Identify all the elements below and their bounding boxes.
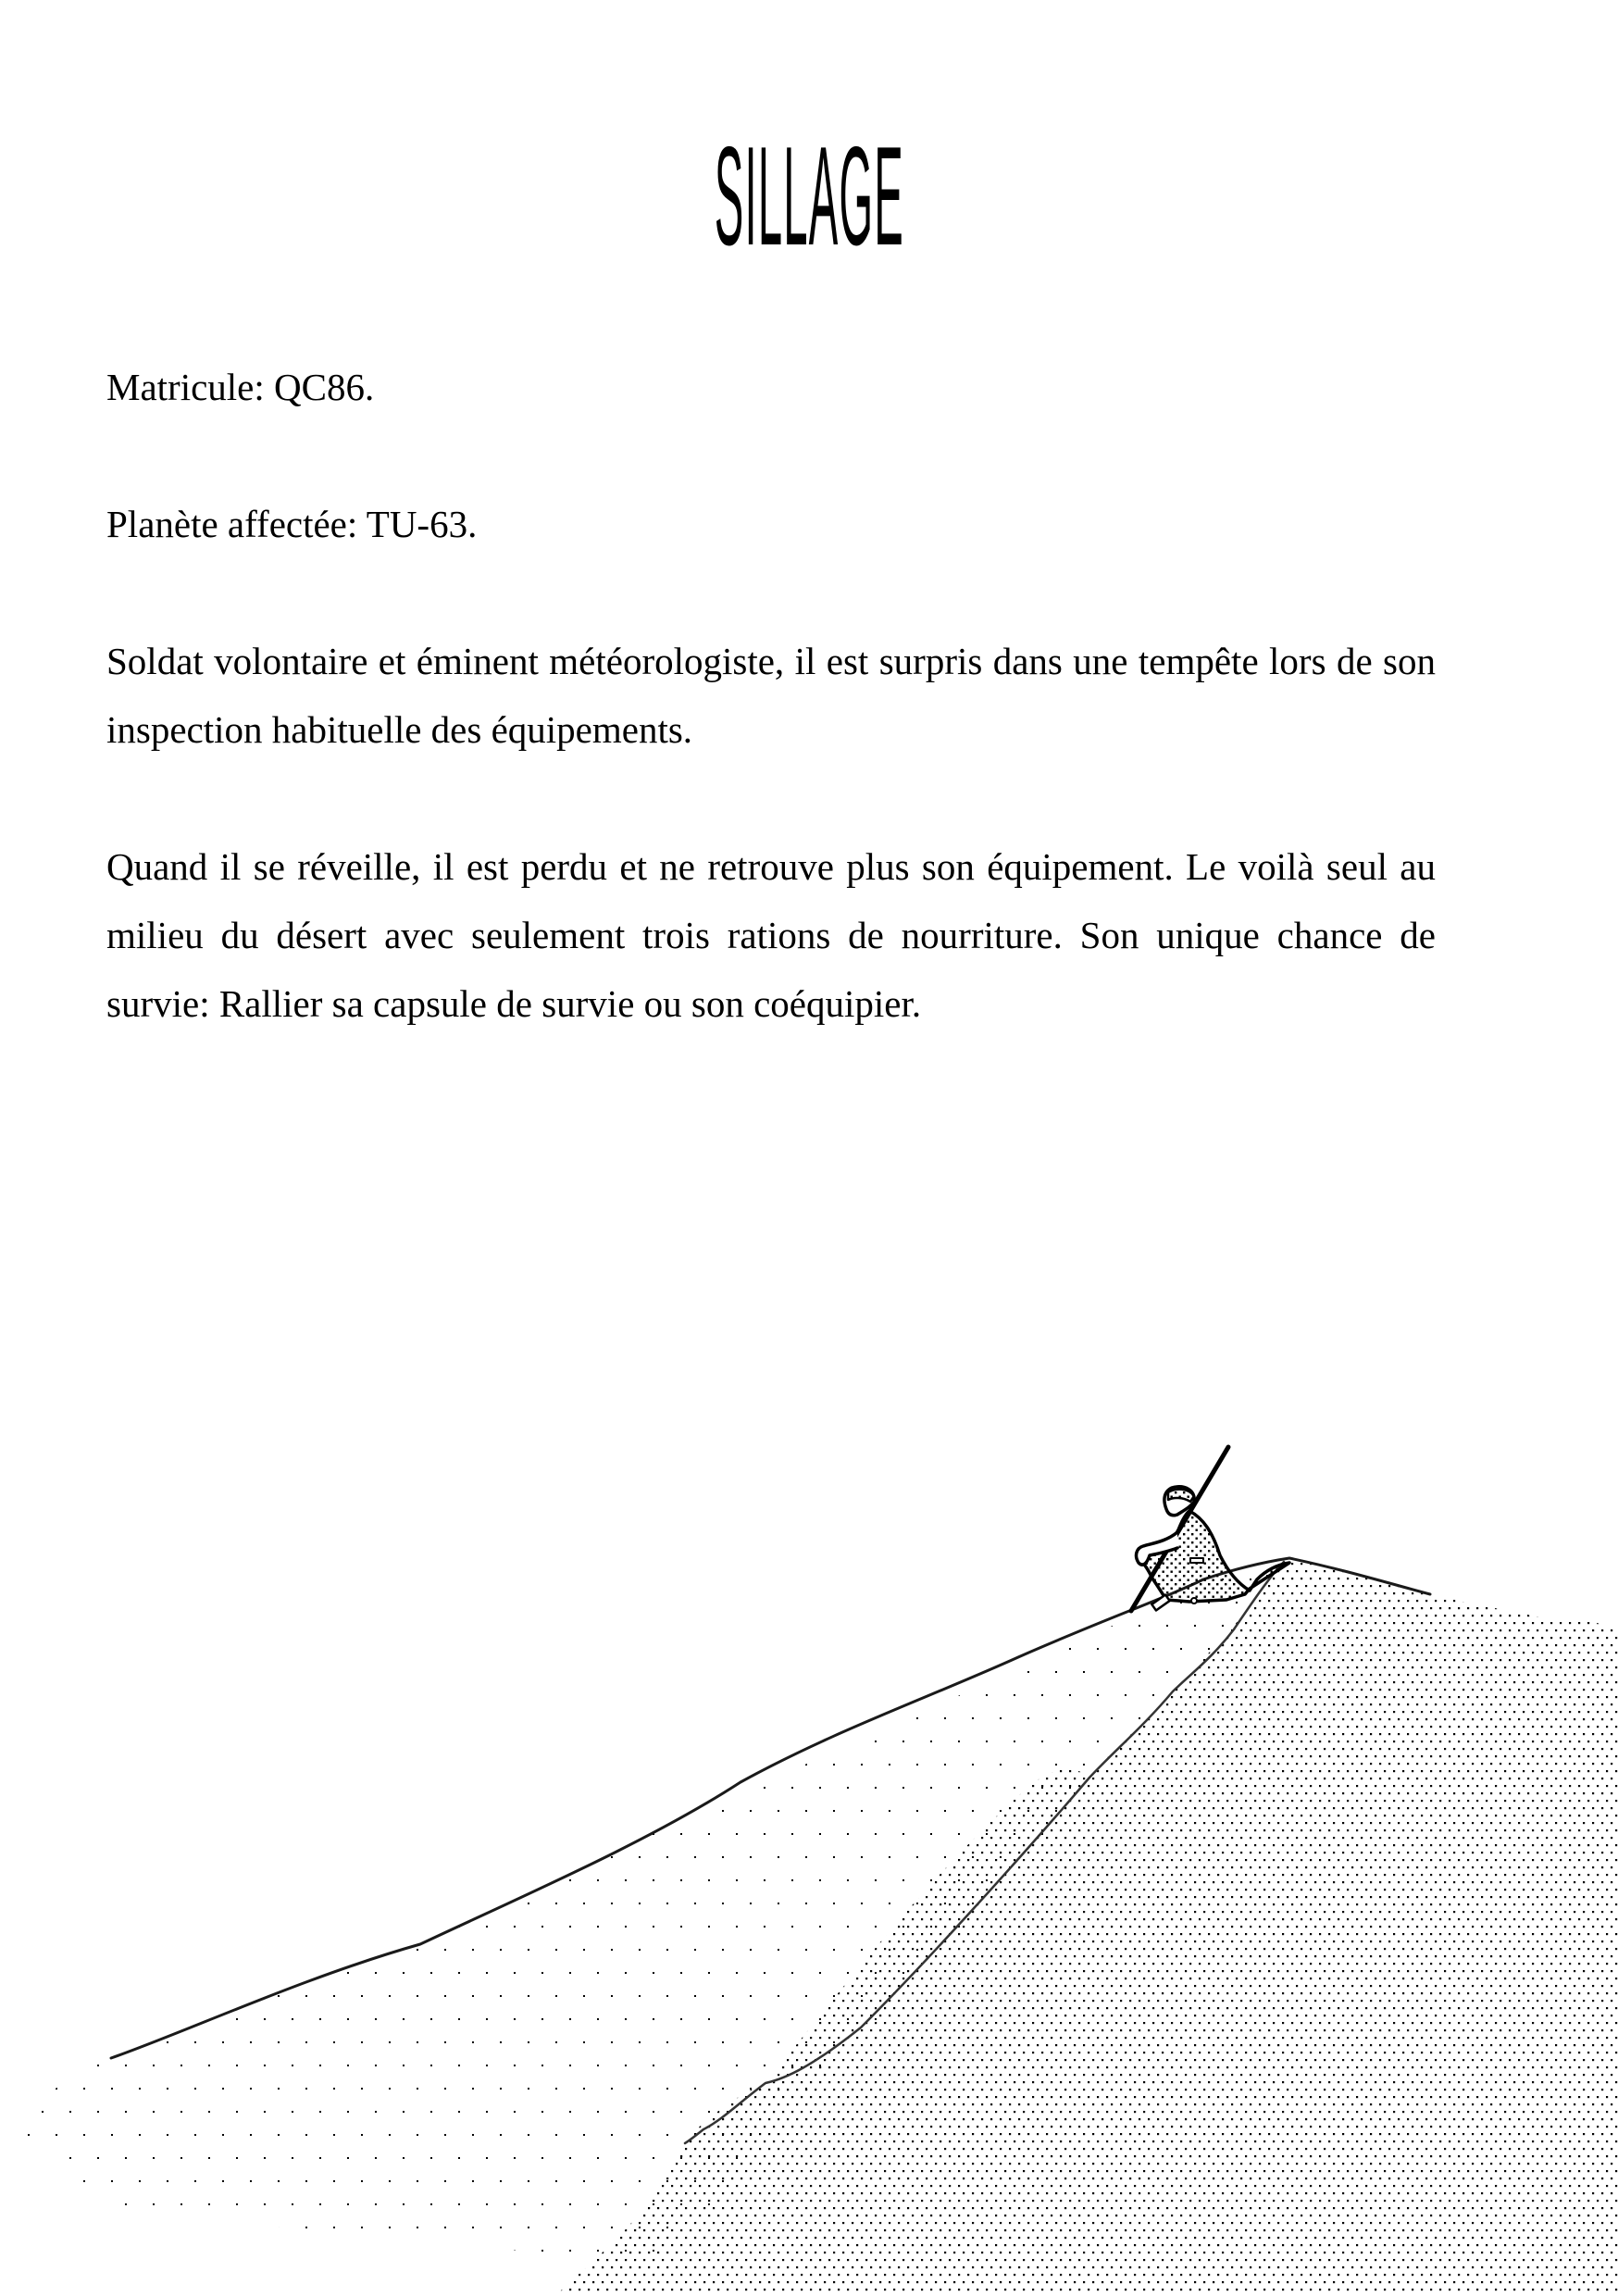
dune-ridge-line: [111, 1558, 1430, 2058]
dune-shadow-face: [555, 1558, 1618, 2296]
staff: [1131, 1447, 1228, 1611]
figure-arm: [1137, 1532, 1177, 1565]
planet-line: Planète affectée: TU-63.: [106, 503, 478, 545]
belt-pouch: [1190, 1558, 1203, 1563]
dune-light-face: [19, 1558, 1289, 2261]
story-paragraph: Quand il se réveille, il est perdu et ne retrouve plus son équipement. Le voilà seul au milieu du désert avec seulement trois rations de nourriture. Son unique chance de survie: Rallier sa capsule de survie ou son coéquipier.: [106, 845, 1436, 1025]
dune-shadow-line: [685, 1562, 1284, 2143]
intro-paragraph: Soldat volontaire et éminent météorologiste, il est surpris dans une tempête lors de son inspection habituelle des équipements.: [106, 640, 1436, 751]
figure-head: [1164, 1487, 1194, 1516]
seated-figure: [1131, 1447, 1289, 1611]
dropped-ration: [1151, 1595, 1169, 1611]
matricule-line: Matricule: QC86.: [106, 366, 375, 408]
logo-text: SILLAGE: [714, 119, 904, 276]
figure-cloak: [1137, 1511, 1289, 1602]
logo-title: [0, 119, 1618, 276]
pebble: [1191, 1598, 1197, 1603]
turban: [1168, 1490, 1194, 1502]
